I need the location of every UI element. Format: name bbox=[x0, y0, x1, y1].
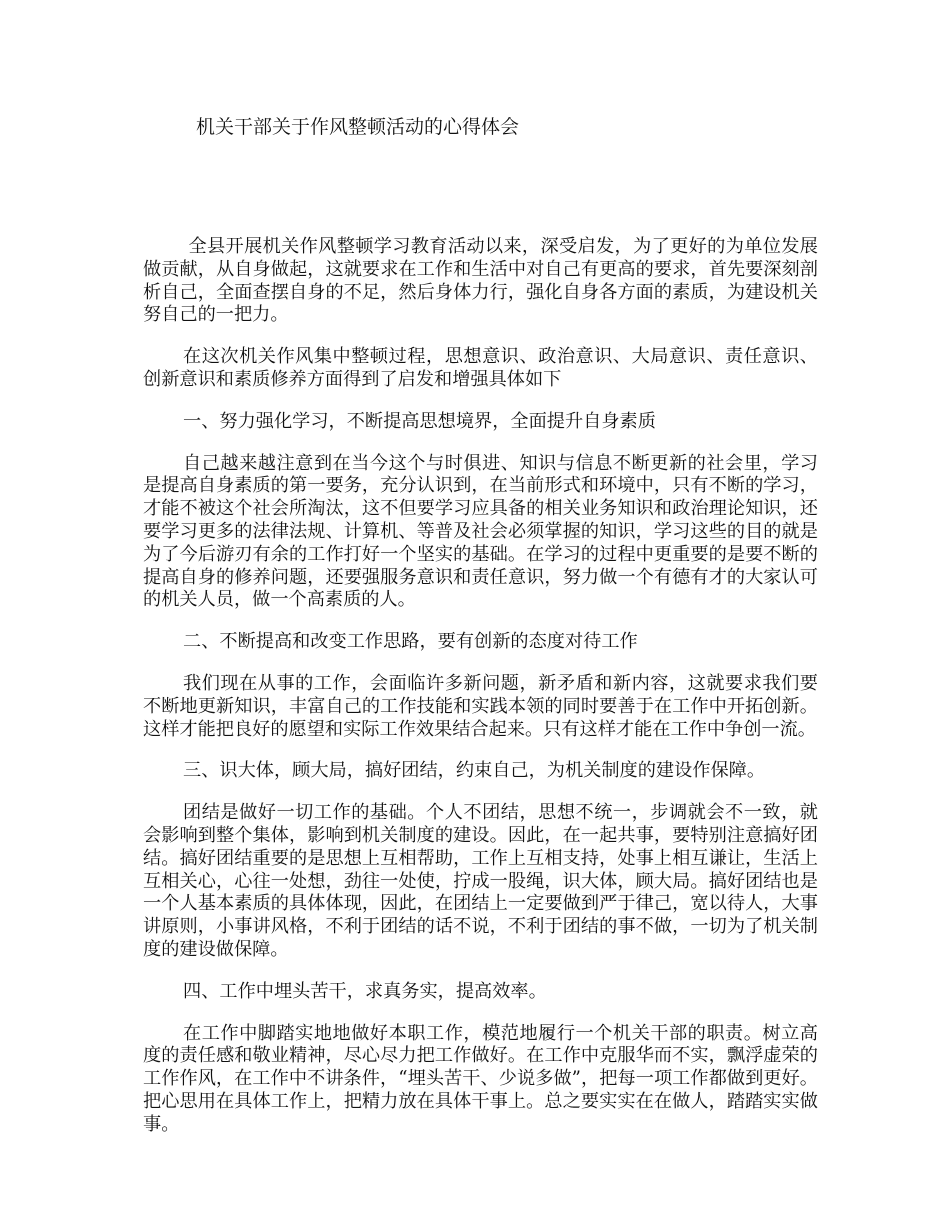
section-paragraph-4: 在工作中脚踏实地地做好本职工作，模范地履行一个机关干部的职责。树立高度的责任感和敬业精神，尽心尽力把工作做好。在工作中克服华而不实，飘浮虚荣的工作作风，在工作中不讲条件，“埋头苦干、少说多做”，把每一项工作都做到更好。把心思用在具体工作上，把精力放在具体干事上。总之要实实在在做人，踏踏实实做事。 bbox=[143, 1022, 818, 1135]
section-heading-1: 一、努力强化学习，不断提高思想境界，全面提升自身素质 bbox=[183, 410, 656, 432]
section-paragraph-2: 我们现在从事的工作，会面临许多新问题，新矛盾和新内容，这就要求我们要不断地更新知识，丰富自己的工作技能和实践本领的同时要善于在工作中开拓创新。这样才能把良好的愿望和实际工作效果结合起来。只有这样才能在工作中争创一流。 bbox=[143, 672, 818, 740]
document-body bbox=[143, 236, 818, 1156]
section-heading-4: 四、工作中埋头苦干，求真务实，提高效率。 bbox=[183, 980, 547, 1002]
section-paragraph-1: 自己越来越注意到在当今这个与时俱进、知识与信息不断更新的社会里，学习是提高自身素质的第一要务，充分认识到，在当前形式和环境中，只有不断的学习，才能不被这个社会所淘汰，这不但要学习应具备的相关业务知识和政治理论知识，还要学习更多的法律法规、计算机、等普及社会必须掌握的知识，学习这些的目的就是为了今后游刃有余的工作打好一个坚实的基础。在学习的过程中更重要的是要不断的提高自身的修养问题，还要强服务意识和责任意识，努力做一个有德有才的大家认可的机关人员，做一个高素质的人。 bbox=[143, 452, 818, 611]
section-heading-2: 二、不断提高和改变工作思路，要有创新的态度对待工作 bbox=[183, 631, 638, 653]
document-title: 机关干部关于作风整顿活动的心得体会 bbox=[196, 116, 520, 138]
intro-paragraph: 全县开展机关作风整顿学习教育活动以来，深受启发，为了更好的为单位发展做贡献，从自身做起，这就要求在工作和生活中对自己有更高的要求，首先要深刻剖析自己，全面查摆自身的不足，然后身体力行，强化自身各方面的素质，为建设机关努自己的一把力。 bbox=[143, 236, 818, 326]
section-heading-3: 三、识大体，顾大局，搞好团结，约束自己，为机关制度的建设作保障。 bbox=[183, 760, 766, 782]
overview-paragraph: 在这次机关作风集中整顿过程，思想意识、政治意识、大局意识、责任意识、创新意识和素质修养方面得到了启发和增强具体如下 bbox=[143, 346, 818, 390]
section-paragraph-3: 团结是做好一切工作的基础。个人不团结，思想不统一，步调就会不一致，就会影响到整个集体，影响到机关制度的建设。因此，在一起共事，要特别注意搞好团结。搞好团结重要的是思想上互相帮助，工作上互相支持，处事上相互谦让，生活上互相关心，心往一处想，劲往一处使，拧成一股绳，识大体，顾大局。搞好团结也是一个人基本素质的具体体现，因此，在团结上一定要做到严于律己，宽以待人，大事讲原则，小事讲风格，不利于团结的话不说，不利于团结的事不做，一切为了机关制度的建设做保障。 bbox=[143, 802, 818, 960]
